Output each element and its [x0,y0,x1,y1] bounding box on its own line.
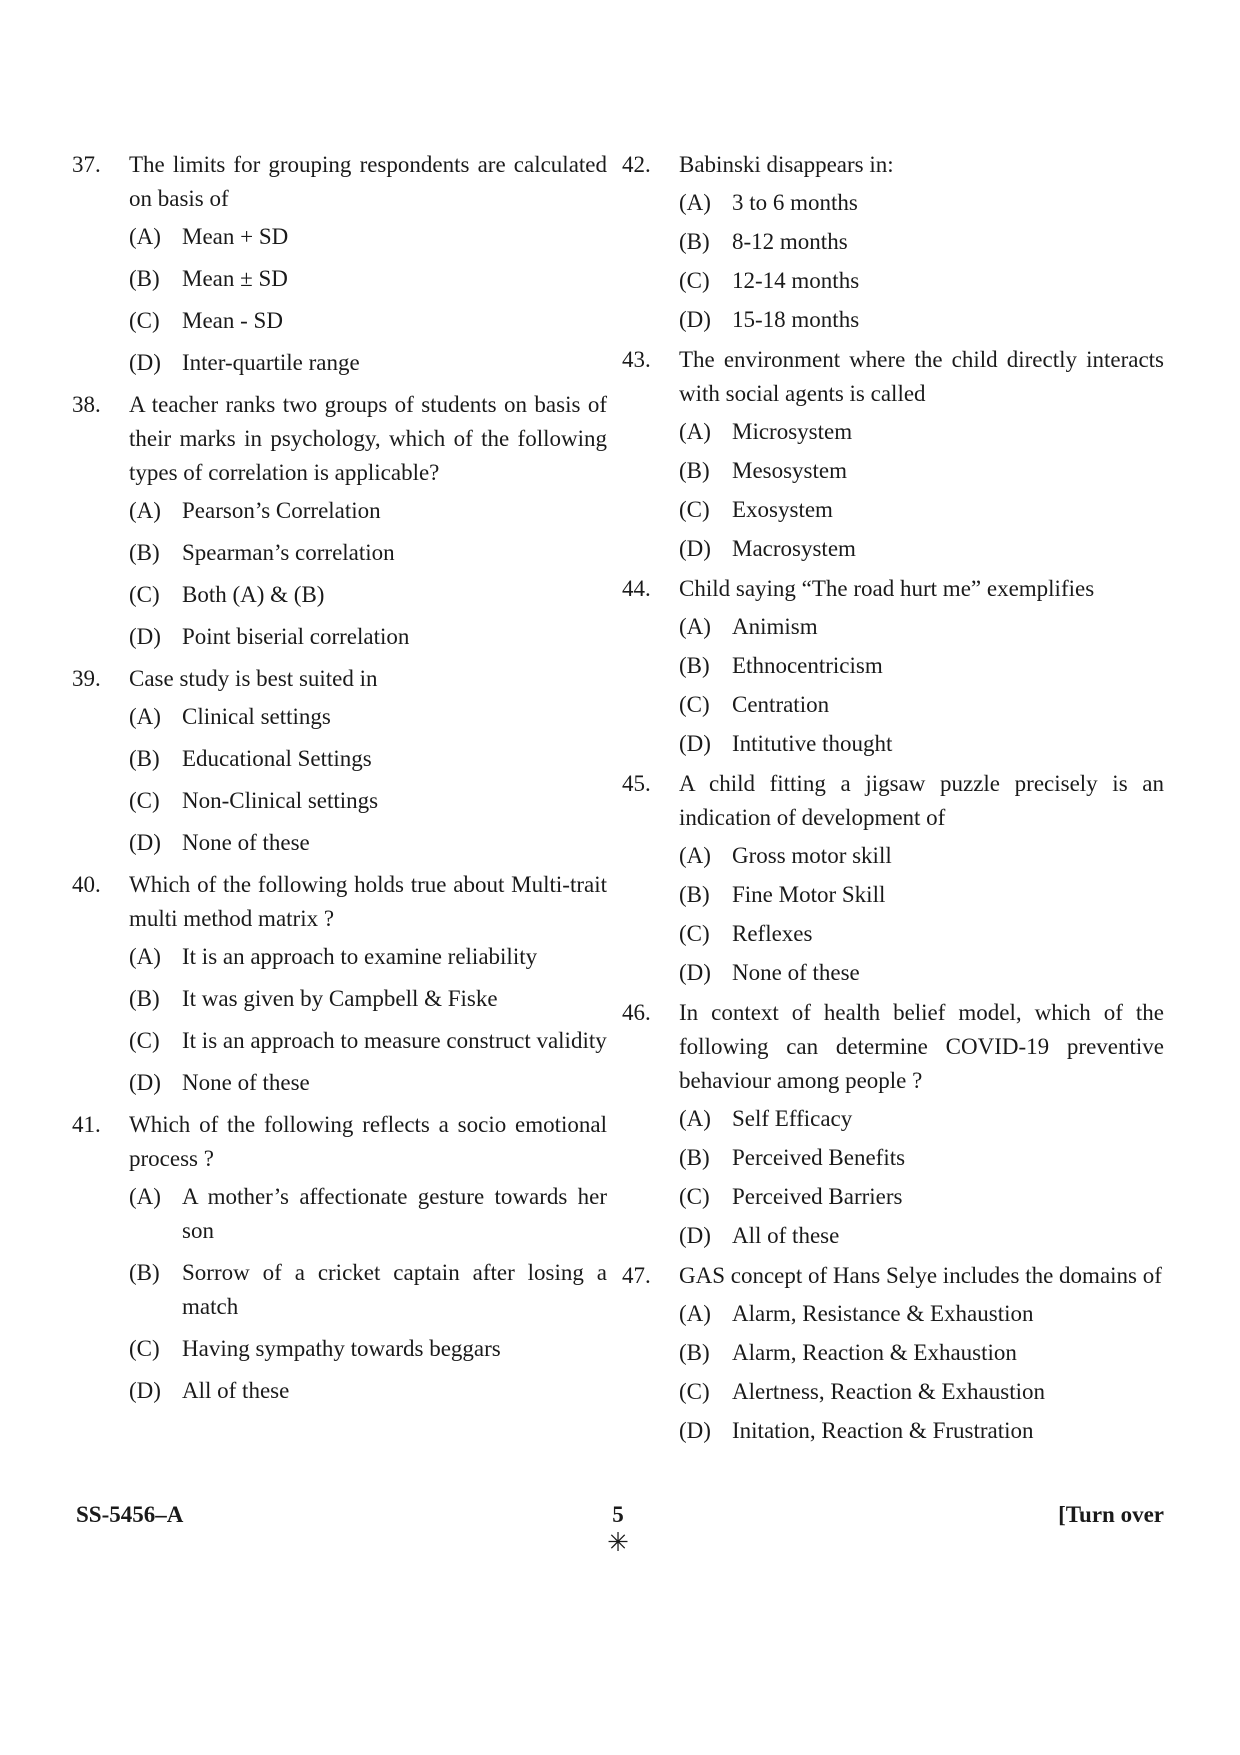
question-text: Which of the following reflects a socio emotional process ? [129,1112,607,1171]
option-label: (C) [129,308,160,333]
option-d [129,826,607,860]
option-text: Animism [732,614,818,639]
option-label: (D) [129,350,161,375]
option-b [129,982,607,1016]
question-number: 47. [622,1263,651,1288]
option-text: Self Efficacy [732,1106,853,1131]
option-label: (D) [129,624,161,649]
option-a [679,839,1164,873]
option-text: Sorrow of a cricket captain after losing a match [182,1260,607,1319]
option-a [679,415,1164,449]
option-label: (B) [679,458,710,483]
question-40 [72,868,607,1100]
question-number: 43. [622,347,651,372]
option-a [129,494,607,528]
question-text: The limits for grouping respondents are calculated on basis of [129,152,607,211]
option-text: Alarm, Resistance & Exhaustion [732,1301,1034,1326]
option-label: (B) [129,746,160,771]
option-text: Non-Clinical settings [182,788,379,813]
option-list [129,1180,607,1408]
left-column [72,148,607,1416]
option-text: Macrosystem [732,536,856,561]
option-label: (A) [129,1184,161,1209]
option-text: None of these [182,830,310,855]
option-a [129,1180,607,1248]
option-text: All of these [732,1223,840,1248]
option-label: (A) [679,1106,711,1131]
question-38 [72,388,607,654]
option-label: (B) [679,653,710,678]
option-label: (A) [679,190,711,215]
question-text: Case study is best suited in [129,666,378,691]
option-label: (D) [129,1070,161,1095]
option-text: Ethnocentricism [732,653,883,678]
option-c [679,917,1164,951]
option-label: (C) [679,268,710,293]
option-b [129,536,607,570]
option-text: 3 to 6 months [732,190,858,215]
option-label: (D) [679,1418,711,1443]
option-text: Alarm, Reaction & Exhaustion [732,1340,1017,1365]
question-stem [622,767,1164,835]
option-text: Mesosystem [732,458,847,483]
option-b [679,225,1164,259]
option-label: (C) [129,788,160,813]
option-text: Clinical settings [182,704,331,729]
option-c [679,493,1164,527]
option-a [679,1102,1164,1136]
option-b [129,742,607,776]
option-text: Inter-quartile range [182,350,360,375]
option-text: None of these [182,1070,310,1095]
option-c [129,784,607,818]
option-a [679,610,1164,644]
option-list [679,1297,1164,1448]
option-d [679,303,1164,337]
option-list [679,186,1164,337]
option-label: (A) [679,419,711,444]
option-label: (C) [679,497,710,522]
option-label: (C) [679,1184,710,1209]
question-text: Babinski disappears in: [679,152,894,177]
option-label: (D) [679,731,711,756]
option-list [679,839,1164,990]
option-c [129,578,607,612]
option-b [679,649,1164,683]
question-stem [72,388,607,490]
option-list [679,415,1164,566]
option-label: (C) [129,1336,160,1361]
option-text: A mother’s affectionate gesture towards her son [182,1184,607,1243]
option-d [679,1414,1164,1448]
option-d [129,1374,607,1408]
option-text: Fine Motor Skill [732,882,886,907]
question-stem [622,996,1164,1098]
option-label: (C) [679,1379,710,1404]
option-list [129,700,607,860]
question-number: 44. [622,576,651,601]
option-b [129,262,607,296]
option-d [679,532,1164,566]
option-list [679,1102,1164,1253]
turn-over-label: [Turn over [1058,1502,1164,1527]
question-47 [622,1259,1164,1448]
question-number: 41. [72,1112,101,1137]
option-text: Intitutive thought [732,731,893,756]
option-text: It is an approach to examine reliability [182,944,538,969]
option-b [129,1256,607,1324]
option-text: It was given by Campbell & Fiske [182,986,498,1011]
option-text: Gross motor skill [732,843,892,868]
question-39 [72,662,607,860]
option-label: (A) [129,498,161,523]
question-text: In context of health belief model, which of the following can determine COVID-19 preventive behaviour among people ? [679,1000,1164,1093]
option-label: (A) [129,704,161,729]
question-text: Which of the following holds true about Multi-trait multi method matrix ? [129,872,607,931]
option-d [679,727,1164,761]
option-text: Spearman’s correlation [182,540,395,565]
option-list [129,220,607,380]
option-label: (C) [129,1028,160,1053]
question-stem [622,148,1164,182]
question-stem [72,1108,607,1176]
option-d [129,346,607,380]
option-c [129,1024,607,1058]
option-text: Educational Settings [182,746,372,771]
question-number: 39. [72,666,101,691]
question-stem [622,1259,1164,1293]
option-text: Alertness, Reaction & Exhaustion [732,1379,1045,1404]
question-stem [622,572,1164,606]
option-c [679,1375,1164,1409]
question-text: A teacher ranks two groups of students on basis of their marks in psychology, which of the following types of correlation is applicable? [129,392,607,485]
question-text: The environment where the child directly interacts with social agents is called [679,347,1164,406]
question-37 [72,148,607,380]
option-text: Mean ± SD [182,266,288,291]
question-41 [72,1108,607,1408]
question-number: 40. [72,872,101,897]
option-list [129,494,607,654]
option-label: (D) [679,960,711,985]
option-a [679,186,1164,220]
question-stem [72,148,607,216]
option-text: Perceived Benefits [732,1145,906,1170]
question-number: 37. [72,152,101,177]
option-text: Pearson’s Correlation [182,498,381,523]
option-label: (D) [679,536,711,561]
option-text: Mean - SD [182,308,283,333]
option-list [679,610,1164,761]
option-label: (A) [679,614,711,639]
option-text: Both (A) & (B) [182,582,325,607]
option-text: Mean + SD [182,224,289,249]
option-label: (B) [679,229,710,254]
option-d [129,620,607,654]
question-number: 38. [72,392,101,417]
option-text: It is an approach to measure construct validity [182,1028,607,1053]
option-label: (D) [129,830,161,855]
option-label: (A) [679,1301,711,1326]
option-text: Perceived Barriers [732,1184,903,1209]
option-c [129,304,607,338]
option-d [679,956,1164,990]
page-number: 5 [612,1502,624,1527]
question-43 [622,343,1164,566]
option-text: 15-18 months [732,307,860,332]
option-text: All of these [182,1378,290,1403]
page-footer [72,1502,1164,1562]
option-c [679,1180,1164,1214]
option-a [129,220,607,254]
option-label: (C) [679,921,710,946]
option-a [129,700,607,734]
option-label: (B) [129,540,160,565]
option-text: Point biserial correlation [182,624,410,649]
paper-code: SS-5456–A [76,1502,184,1527]
question-45 [622,767,1164,990]
option-label: (B) [129,1260,160,1285]
question-stem [72,662,607,696]
option-label: (B) [679,882,710,907]
star-icon: ✳ [607,1528,629,1557]
option-b [679,454,1164,488]
option-text: Exosystem [732,497,833,522]
option-b [679,878,1164,912]
option-text: Reflexes [732,921,813,946]
option-list [129,940,607,1100]
option-a [129,940,607,974]
option-label: (D) [679,307,711,332]
option-c [679,688,1164,722]
question-stem [622,343,1164,411]
option-label: (D) [679,1223,711,1248]
question-number: 42. [622,152,651,177]
option-label: (A) [679,843,711,868]
option-label: (C) [679,692,710,717]
option-label: (B) [129,986,160,1011]
option-d [679,1219,1164,1253]
option-text: 8-12 months [732,229,848,254]
question-stem [72,868,607,936]
option-label: (A) [129,944,161,969]
option-label: (B) [679,1145,710,1170]
question-42 [622,148,1164,337]
option-label: (B) [679,1340,710,1365]
option-label: (C) [129,582,160,607]
option-text: Centration [732,692,830,717]
question-number: 46. [622,1000,651,1025]
option-label: (A) [129,224,161,249]
option-text: Microsystem [732,419,853,444]
question-44 [622,572,1164,761]
option-label: (D) [129,1378,161,1403]
question-number: 45. [622,771,651,796]
option-text: 12-14 months [732,268,860,293]
option-text: Initation, Reaction & Frustration [732,1418,1034,1443]
question-text: Child saying “The road hurt me” exemplifies [679,576,1095,601]
question-text: GAS concept of Hans Selye includes the domains of [679,1263,1162,1288]
option-text: None of these [732,960,860,985]
option-b [679,1141,1164,1175]
option-label: (B) [129,266,160,291]
option-d [129,1066,607,1100]
option-c [679,264,1164,298]
option-b [679,1336,1164,1370]
right-column [622,148,1164,1454]
question-text: A child fitting a jigsaw puzzle precisely is an indication of development of [679,771,1164,830]
question-46 [622,996,1164,1253]
option-a [679,1297,1164,1331]
option-c [129,1332,607,1366]
option-text: Having sympathy towards beggars [182,1336,501,1361]
